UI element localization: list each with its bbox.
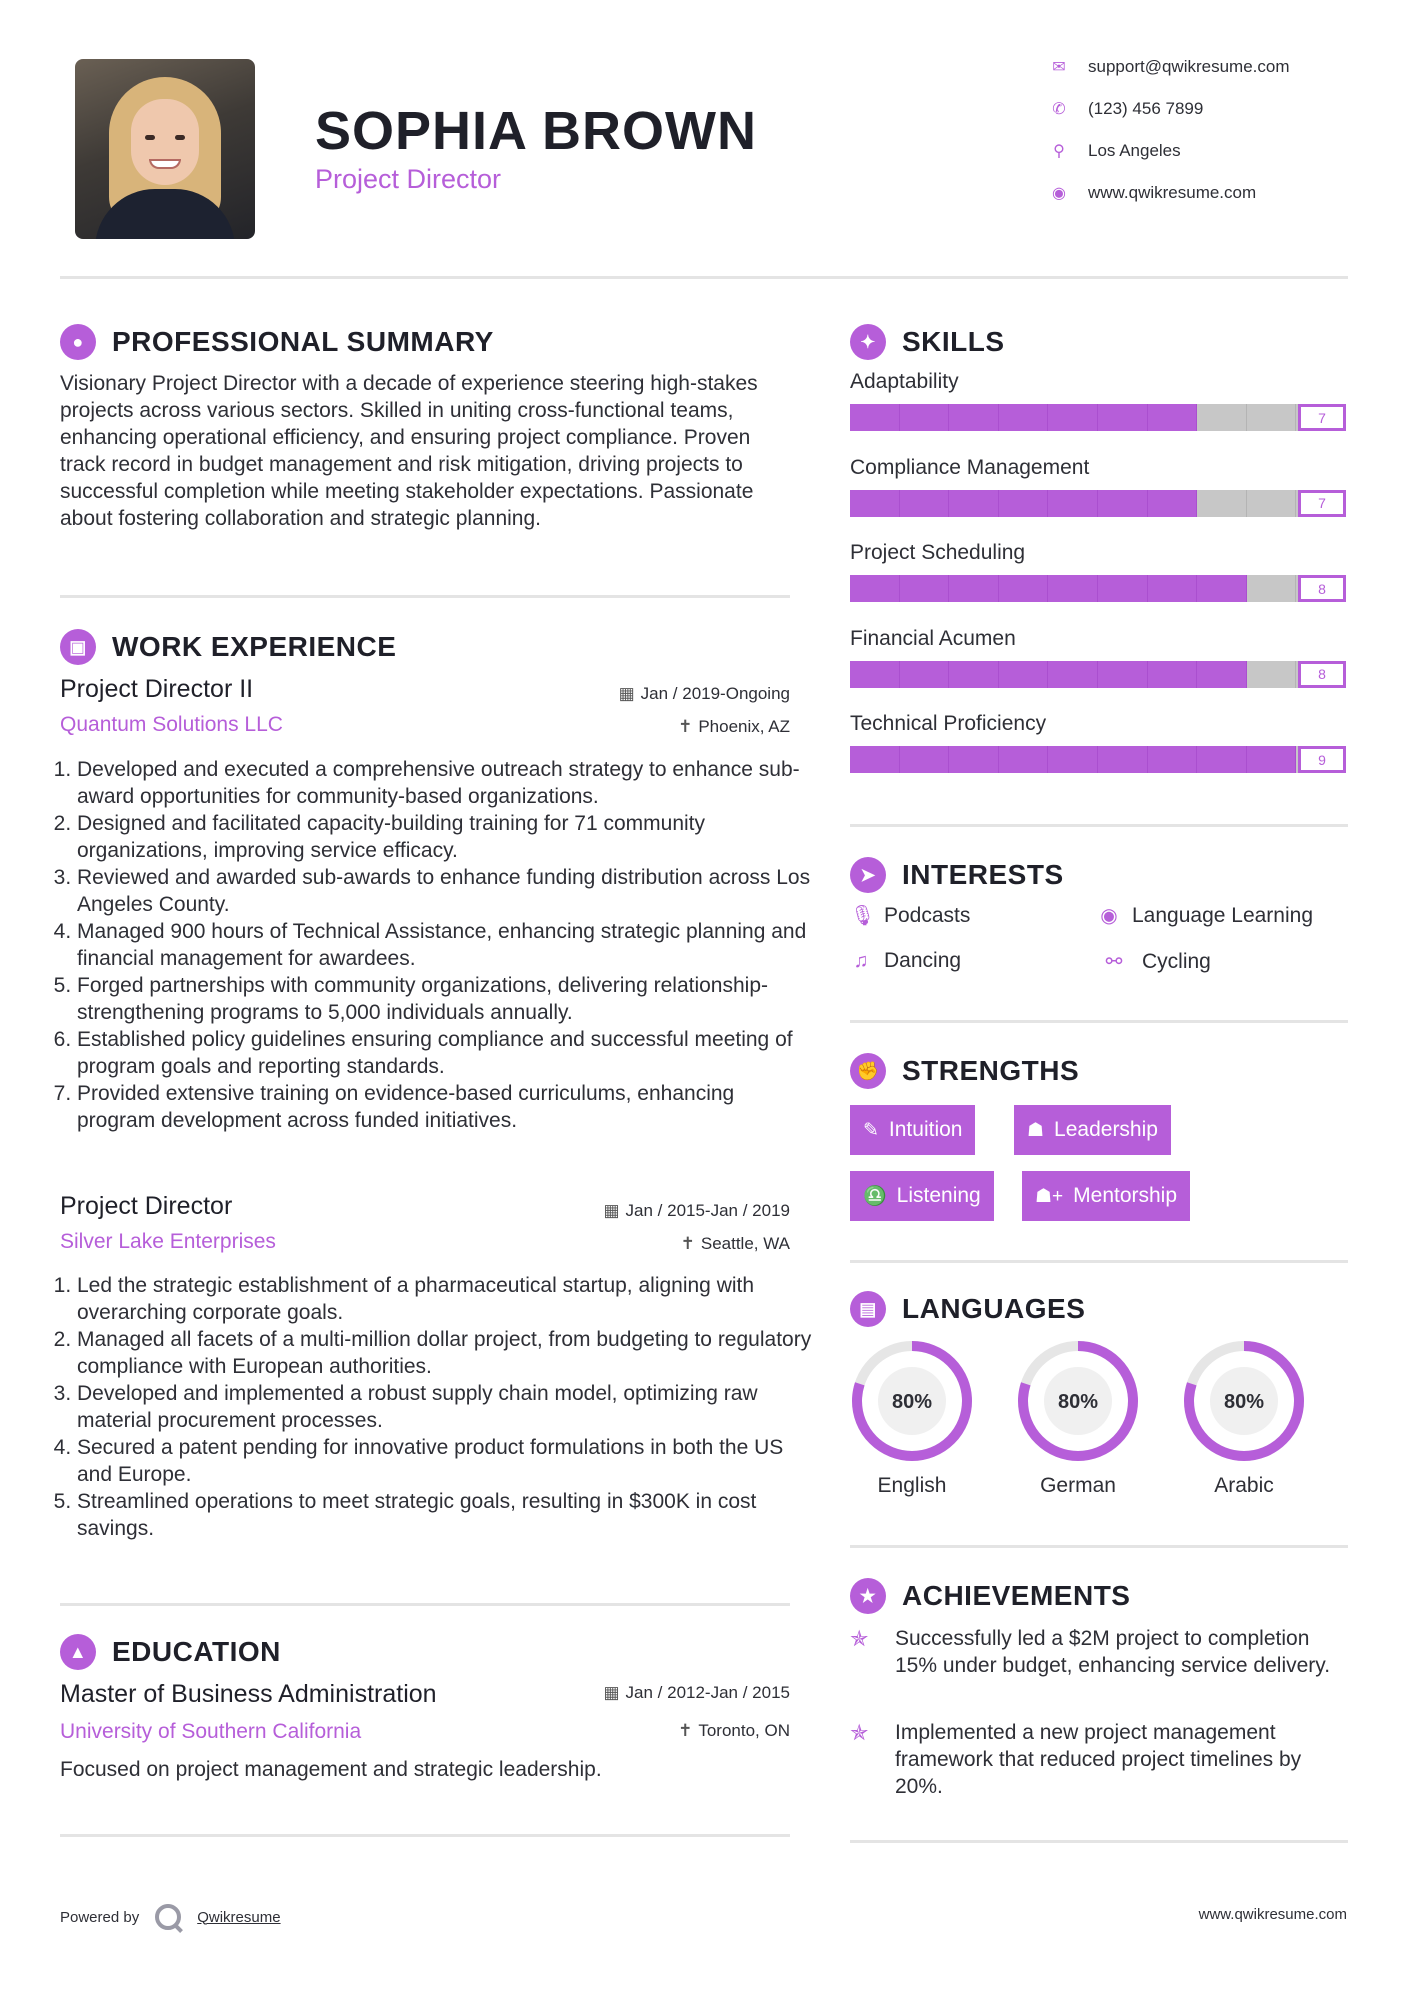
skill-segment — [949, 404, 999, 431]
skill-segment — [1197, 661, 1247, 688]
skill-segment — [1247, 746, 1297, 773]
skill-segment — [1148, 575, 1198, 602]
skill-level-badge: 7 — [1298, 490, 1346, 517]
achievements-divider — [850, 1840, 1348, 1843]
list-item: 1. Led the strategic establishment of a pharmaceutical startup, aligning with overarching corporate goals. — [77, 1272, 817, 1326]
phone-icon: ✆ — [1052, 101, 1066, 118]
list-item: 5. Streamlined operations to meet strategic goals, resulting in $300K in cost savings. — [77, 1488, 817, 1542]
skill-segment — [900, 404, 950, 431]
skill-segment — [1098, 490, 1148, 517]
calendar-icon: ▦ — [603, 1201, 620, 1220]
skill-level-badge: 9 — [1298, 746, 1346, 773]
interests-divider — [850, 1020, 1348, 1023]
skill-segment — [1048, 575, 1098, 602]
job-dates: ▦ Jan / 2019-Ongoing — [618, 684, 790, 703]
skill-segment — [999, 661, 1049, 688]
star-icon: ✯ — [850, 1626, 869, 1651]
list-item: 4. Secured a patent pending for innovative product formulations in both the US and Europe. — [77, 1434, 817, 1488]
calendar-icon: ▦ — [603, 1683, 620, 1702]
globe-icon: ◉ — [1100, 905, 1118, 927]
candidate-title: Project Director — [315, 164, 502, 194]
skill-item — [850, 712, 1346, 773]
education-divider — [60, 1834, 790, 1837]
skill-level-badge: 8 — [1298, 575, 1346, 602]
achievement-item: ✯ Successfully led a $2M project to completion 15% under budget, enhancing service delivery. — [850, 1626, 1331, 1677]
language-percent-label: 80% — [1223, 1391, 1265, 1413]
skill-segment — [1098, 746, 1148, 773]
star-icon: ✯ — [850, 1720, 869, 1745]
skill-segment — [1148, 746, 1198, 773]
user-icon: ● — [60, 324, 96, 360]
list-item: 6. Established policy guidelines ensuring compliance and successful meeting of program goals and reporting standards. — [77, 1026, 817, 1080]
skill-segment — [1197, 490, 1247, 517]
fist-icon: ✊ — [850, 1053, 886, 1089]
contact-website[interactable]: ◉ www.qwikresume.com — [1048, 183, 1256, 203]
summary-divider — [60, 595, 790, 598]
paper-plane-icon: ➤ — [850, 857, 886, 893]
profile-photo — [75, 59, 255, 239]
skill-segment — [999, 404, 1049, 431]
job-title: Project Director II — [60, 675, 254, 703]
interest-item: ♫ Dancing — [850, 949, 961, 973]
user-plus-icon: ☗+ — [1035, 1185, 1064, 1207]
job-bullets — [57, 756, 817, 1134]
footer-url[interactable]: www.qwikresume.com — [1198, 1906, 1347, 1923]
graduate-icon: ▲ — [60, 1634, 96, 1670]
list-item: 3. Developed and implemented a robust supply chain model, optimizing raw material procurement processes. — [77, 1380, 817, 1434]
skill-item — [850, 627, 1346, 688]
education-description: Focused on project management and strategic leadership. — [60, 1758, 602, 1781]
skill-segment — [850, 661, 900, 688]
achievements-heading: ★ ACHIEVEMENTS — [850, 1578, 1130, 1614]
language-name: German — [1040, 1474, 1116, 1497]
skill-segment — [999, 746, 1049, 773]
strength-chip: ☗+ Mentorship — [1022, 1171, 1190, 1221]
globe-icon: ◉ — [1052, 185, 1066, 202]
list-item: 3. Reviewed and awarded sub-awards to enhance funding distribution across Los Angeles County. — [77, 864, 817, 918]
skill-name: Compliance Management — [850, 455, 1090, 479]
skill-bar — [850, 661, 1346, 688]
list-item: 5. Forged partnerships with community organizations, delivering relationship-strengthening programs to 5,000 individuals annually. — [77, 972, 817, 1026]
skill-bar — [850, 575, 1346, 602]
skill-segment — [1197, 575, 1247, 602]
skill-segment — [1098, 404, 1148, 431]
contact-phone[interactable]: ✆ (123) 456 7899 — [1048, 99, 1203, 119]
job-bullets — [57, 1272, 817, 1542]
skill-segment — [1197, 746, 1247, 773]
skill-segment — [949, 575, 999, 602]
skill-item — [850, 541, 1346, 602]
language-card-icon: ▤ — [850, 1291, 886, 1327]
languages-divider — [850, 1545, 1348, 1548]
pushpin-icon: ✝ — [680, 1234, 695, 1253]
language-name: English — [877, 1474, 947, 1497]
bicycle-icon: ⚯ — [1105, 951, 1123, 973]
skill-name: Adaptability — [850, 370, 959, 393]
skill-segment — [850, 404, 900, 431]
headphones-icon: ♎ — [863, 1186, 887, 1207]
skill-bar — [850, 404, 1346, 431]
strength-chip: ☗ Leadership — [1014, 1105, 1171, 1155]
strengths-heading: ✊ STRENGTHS — [850, 1053, 1079, 1089]
language-percent-label: 80% — [891, 1391, 933, 1413]
skill-segment — [1048, 490, 1098, 517]
lightbulb-icon: ✦ — [850, 324, 886, 360]
language-progress-ring — [850, 1339, 974, 1463]
skill-name: Financial Acumen — [850, 626, 1016, 650]
strengths-divider — [850, 1260, 1348, 1263]
skill-segment — [949, 746, 999, 773]
skill-segment — [949, 490, 999, 517]
skill-item — [850, 456, 1346, 517]
skill-segment — [949, 661, 999, 688]
skill-segment — [1098, 575, 1148, 602]
users-icon: ☗ — [1027, 1119, 1045, 1141]
list-item: 7. Provided extensive training on evidence-based curriculums, enhancing program development across funded initiatives. — [77, 1080, 817, 1134]
skill-level-badge: 8 — [1298, 661, 1346, 688]
skill-segment — [850, 490, 900, 517]
skill-segment — [900, 575, 950, 602]
job-location: ✝ Seattle, WA — [680, 1234, 790, 1253]
map-pin-icon: ⚲ — [1053, 143, 1065, 160]
list-item: 1. Developed and executed a comprehensive outreach strategy to enhance sub-award opportunities for community-based organizations. — [77, 756, 817, 810]
skill-segment — [1148, 404, 1198, 431]
footer-brand: Powered by Qwikresume — [60, 1904, 281, 1930]
skill-segment — [999, 575, 1049, 602]
brand-link[interactable]: Qwikresume — [197, 1908, 281, 1926]
education-school: University of Southern California — [60, 1720, 362, 1743]
achievement-item: ✯ Implemented a new project management framework that reduced project timelines by 20%. — [850, 1720, 1302, 1798]
header-divider — [60, 276, 1348, 279]
education-heading: ▲ EDUCATION — [60, 1634, 281, 1670]
briefcase-icon: ▣ — [60, 629, 96, 665]
skill-bar — [850, 746, 1346, 773]
skill-segment — [1247, 575, 1297, 602]
job-location: ✝ Phoenix, AZ — [678, 717, 790, 736]
skill-item — [850, 370, 1346, 431]
candidate-name: SOPHIA BROWN — [315, 101, 757, 161]
job-title: Project Director — [60, 1192, 233, 1220]
pushpin-icon: ✝ — [678, 717, 693, 736]
qwikresume-logo-icon — [155, 1904, 181, 1930]
skill-name: Project Scheduling — [850, 541, 1026, 564]
skill-segment — [1098, 661, 1148, 688]
summary-heading: ● PROFESSIONAL SUMMARY — [60, 324, 494, 360]
experience-heading: ▣ WORK EXPERIENCE — [60, 629, 396, 665]
education-location: ✝ Toronto, ON — [678, 1721, 790, 1740]
skill-segment — [1247, 661, 1297, 688]
skill-segment — [1048, 746, 1098, 773]
education-dates: ▦ Jan / 2012-Jan / 2015 — [603, 1683, 790, 1702]
interest-item: 🎙 Podcasts — [850, 903, 971, 927]
interest-item: ◉ Language Learning — [1098, 903, 1313, 928]
magic-wand-icon: ✎ — [863, 1119, 879, 1141]
trophy-icon: ★ — [850, 1578, 886, 1614]
skills-divider — [850, 824, 1348, 827]
job-company: Quantum Solutions LLC — [60, 713, 283, 736]
skill-segment — [900, 746, 950, 773]
job-dates: ▦ Jan / 2015-Jan / 2019 — [603, 1201, 790, 1220]
contact-email[interactable]: ✉ support@qwikresume.com — [1048, 57, 1290, 77]
list-item: 2. Managed all facets of a multi-million dollar project, from budgeting to regulatory compliance with European authorities. — [77, 1326, 817, 1380]
list-item: 4. Managed 900 hours of Technical Assistance, enhancing strategic planning and financial management for awardees. — [77, 918, 817, 972]
pushpin-icon: ✝ — [678, 1721, 693, 1740]
education-degree: Master of Business Administration — [60, 1680, 437, 1708]
skill-name: Technical Proficiency — [850, 712, 1047, 735]
language-name: Arabic — [1214, 1474, 1274, 1497]
skill-segment — [1148, 661, 1198, 688]
languages-heading: ▤ LANGUAGES — [850, 1291, 1085, 1327]
list-item: 2. Designed and facilitated capacity-building training for 71 community organizations, improving service efficacy. — [77, 810, 817, 864]
skill-segment — [1048, 661, 1098, 688]
skill-segment — [900, 490, 950, 517]
experience-divider — [60, 1603, 790, 1606]
interests-heading: ➤ INTERESTS — [850, 857, 1064, 893]
language-progress-ring — [1182, 1339, 1306, 1463]
skill-segment — [900, 661, 950, 688]
interest-item: ⚯ Cycling — [1098, 949, 1211, 974]
calendar-icon: ▦ — [618, 684, 635, 703]
envelope-icon: ✉ — [1052, 59, 1066, 76]
job-company: Silver Lake Enterprises — [60, 1230, 276, 1253]
skill-segment — [850, 746, 900, 773]
strength-chip: ✎ Intuition — [850, 1105, 975, 1155]
language-percent-label: 80% — [1057, 1391, 1099, 1413]
skill-segment — [1247, 404, 1297, 431]
skill-segment — [1048, 404, 1098, 431]
skill-level-badge: 7 — [1298, 404, 1346, 431]
skill-segment — [1148, 490, 1198, 517]
music-note-icon: ♫ — [853, 949, 869, 972]
skills-heading: ✦ SKILLS — [850, 324, 1005, 360]
skill-segment — [1247, 490, 1297, 517]
microphone-icon: 🎙 — [850, 905, 876, 927]
language-progress-ring — [1016, 1339, 1140, 1463]
skill-segment — [850, 575, 900, 602]
skill-segment — [999, 490, 1049, 517]
skill-bar — [850, 490, 1346, 517]
contact-location: ⚲ Los Angeles — [1048, 141, 1181, 161]
summary-text: Visionary Project Director with a decade of experience steering high-stakes projects across various sectors. Skilled in uniting cross-functional teams, enhancing operational efficiency, and ensuring project compliance. Proven track record in budget management and risk mitigation, driving projects to successful completion while meeting stakeholder expectations. Passionate about fostering collaboration and strategic planning. — [60, 372, 758, 530]
skill-segment — [1197, 404, 1247, 431]
strength-chip: ♎ Listening — [850, 1171, 994, 1221]
